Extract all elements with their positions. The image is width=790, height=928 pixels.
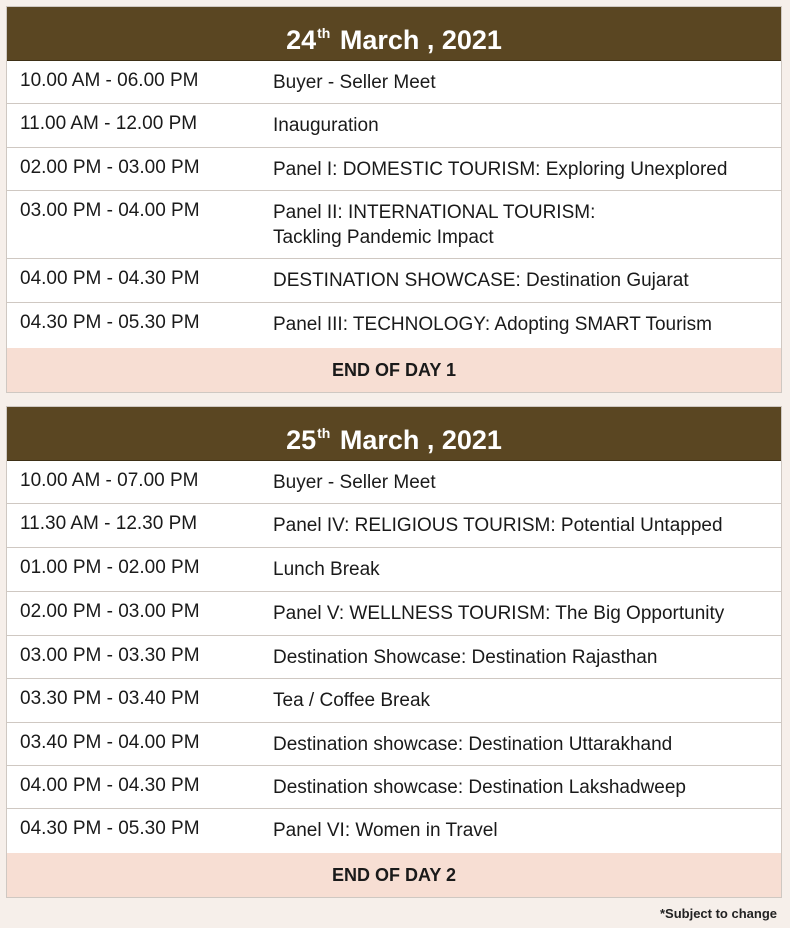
schedule-row (7, 766, 781, 809)
row-time: 01.00 PM - 02.00 PM (20, 557, 200, 578)
row-time: 04.00 PM - 04.30 PM (20, 268, 200, 289)
row-time: 10.00 AM - 06.00 PM (20, 70, 199, 91)
end-of-day-1-banner: END OF DAY 1 (7, 348, 781, 392)
row-event: Panel IV: RELIGIOUS TOURISM: Potential Untapped (273, 515, 723, 536)
row-time: 04.00 PM - 04.30 PM (20, 775, 200, 796)
row-time: 04.30 PM - 05.30 PM (20, 312, 200, 333)
row-time: 03.00 PM - 03.30 PM (20, 645, 200, 666)
row-event: Inauguration (273, 115, 379, 136)
schedule-row (7, 636, 781, 679)
row-event: Buyer - Seller Meet (273, 72, 436, 93)
row-event: Panel VI: Women in Travel (273, 820, 498, 841)
schedule-row (7, 548, 781, 592)
row-time: 02.00 PM - 03.00 PM (20, 157, 200, 178)
day-2-header (7, 407, 781, 461)
row-event: Destination Showcase: Destination Rajasthan (273, 647, 658, 668)
row-event: Destination showcase: Destination Lakshadweep (273, 777, 686, 798)
row-event: DESTINATION SHOWCASE: Destination Gujarat (273, 270, 689, 291)
row-time: 11.30 AM - 12.30 PM (20, 513, 198, 534)
schedule-row (7, 679, 781, 723)
day-1-schedule (6, 6, 782, 393)
schedule-row (7, 259, 781, 303)
day-1-header (7, 7, 781, 61)
schedule-row (7, 723, 781, 766)
day-1-month-year: March , 2021 (332, 25, 502, 55)
row-time: 03.40 PM - 04.00 PM (20, 732, 200, 753)
schedule-row (7, 61, 781, 104)
row-time: 02.00 PM - 03.00 PM (20, 601, 200, 622)
row-event: Panel II: INTERNATIONAL TOURISM: (273, 202, 596, 223)
day-2-schedule (6, 406, 782, 898)
schedule-row (7, 809, 781, 853)
day-1-date-suffix: th (317, 25, 331, 41)
subject-to-change-note: *Subject to change (659, 906, 777, 921)
row-event: Panel I: DOMESTIC TOURISM: Exploring Unexplored (273, 159, 728, 180)
day-2-date-number: 25 (286, 425, 317, 455)
row-event: Tea / Coffee Break (273, 690, 431, 711)
schedule-row (7, 104, 781, 148)
day-1-date-number: 24 (286, 25, 317, 55)
row-time: 10.00 AM - 07.00 PM (20, 470, 199, 491)
schedule-row (7, 504, 781, 548)
day-2-month-year: March , 2021 (332, 425, 502, 455)
row-time: 11.00 AM - 12.00 PM (20, 113, 198, 134)
row-event: Lunch Break (273, 559, 380, 580)
row-time: 03.30 PM - 03.40 PM (20, 688, 200, 709)
day-2-date-suffix: th (317, 425, 331, 441)
row-event: Destination showcase: Destination Uttarakhand (273, 734, 673, 755)
schedule-row (7, 592, 781, 636)
row-time: 03.00 PM - 04.00 PM (20, 200, 200, 221)
schedule-row (7, 461, 781, 504)
schedule-row (7, 148, 781, 191)
schedule-row (7, 191, 781, 259)
row-time: 04.30 PM - 05.30 PM (20, 818, 200, 839)
row-event: Panel III: TECHNOLOGY: Adopting SMART Tourism (273, 314, 712, 335)
row-event: Buyer - Seller Meet (273, 472, 436, 493)
schedule-row (7, 303, 781, 348)
row-event: Panel V: WELLNESS TOURISM: The Big Opportunity (273, 603, 725, 624)
row-event-line-2: Tackling Pandemic Impact (273, 227, 494, 248)
end-of-day-2-banner: END OF DAY 2 (7, 853, 781, 897)
